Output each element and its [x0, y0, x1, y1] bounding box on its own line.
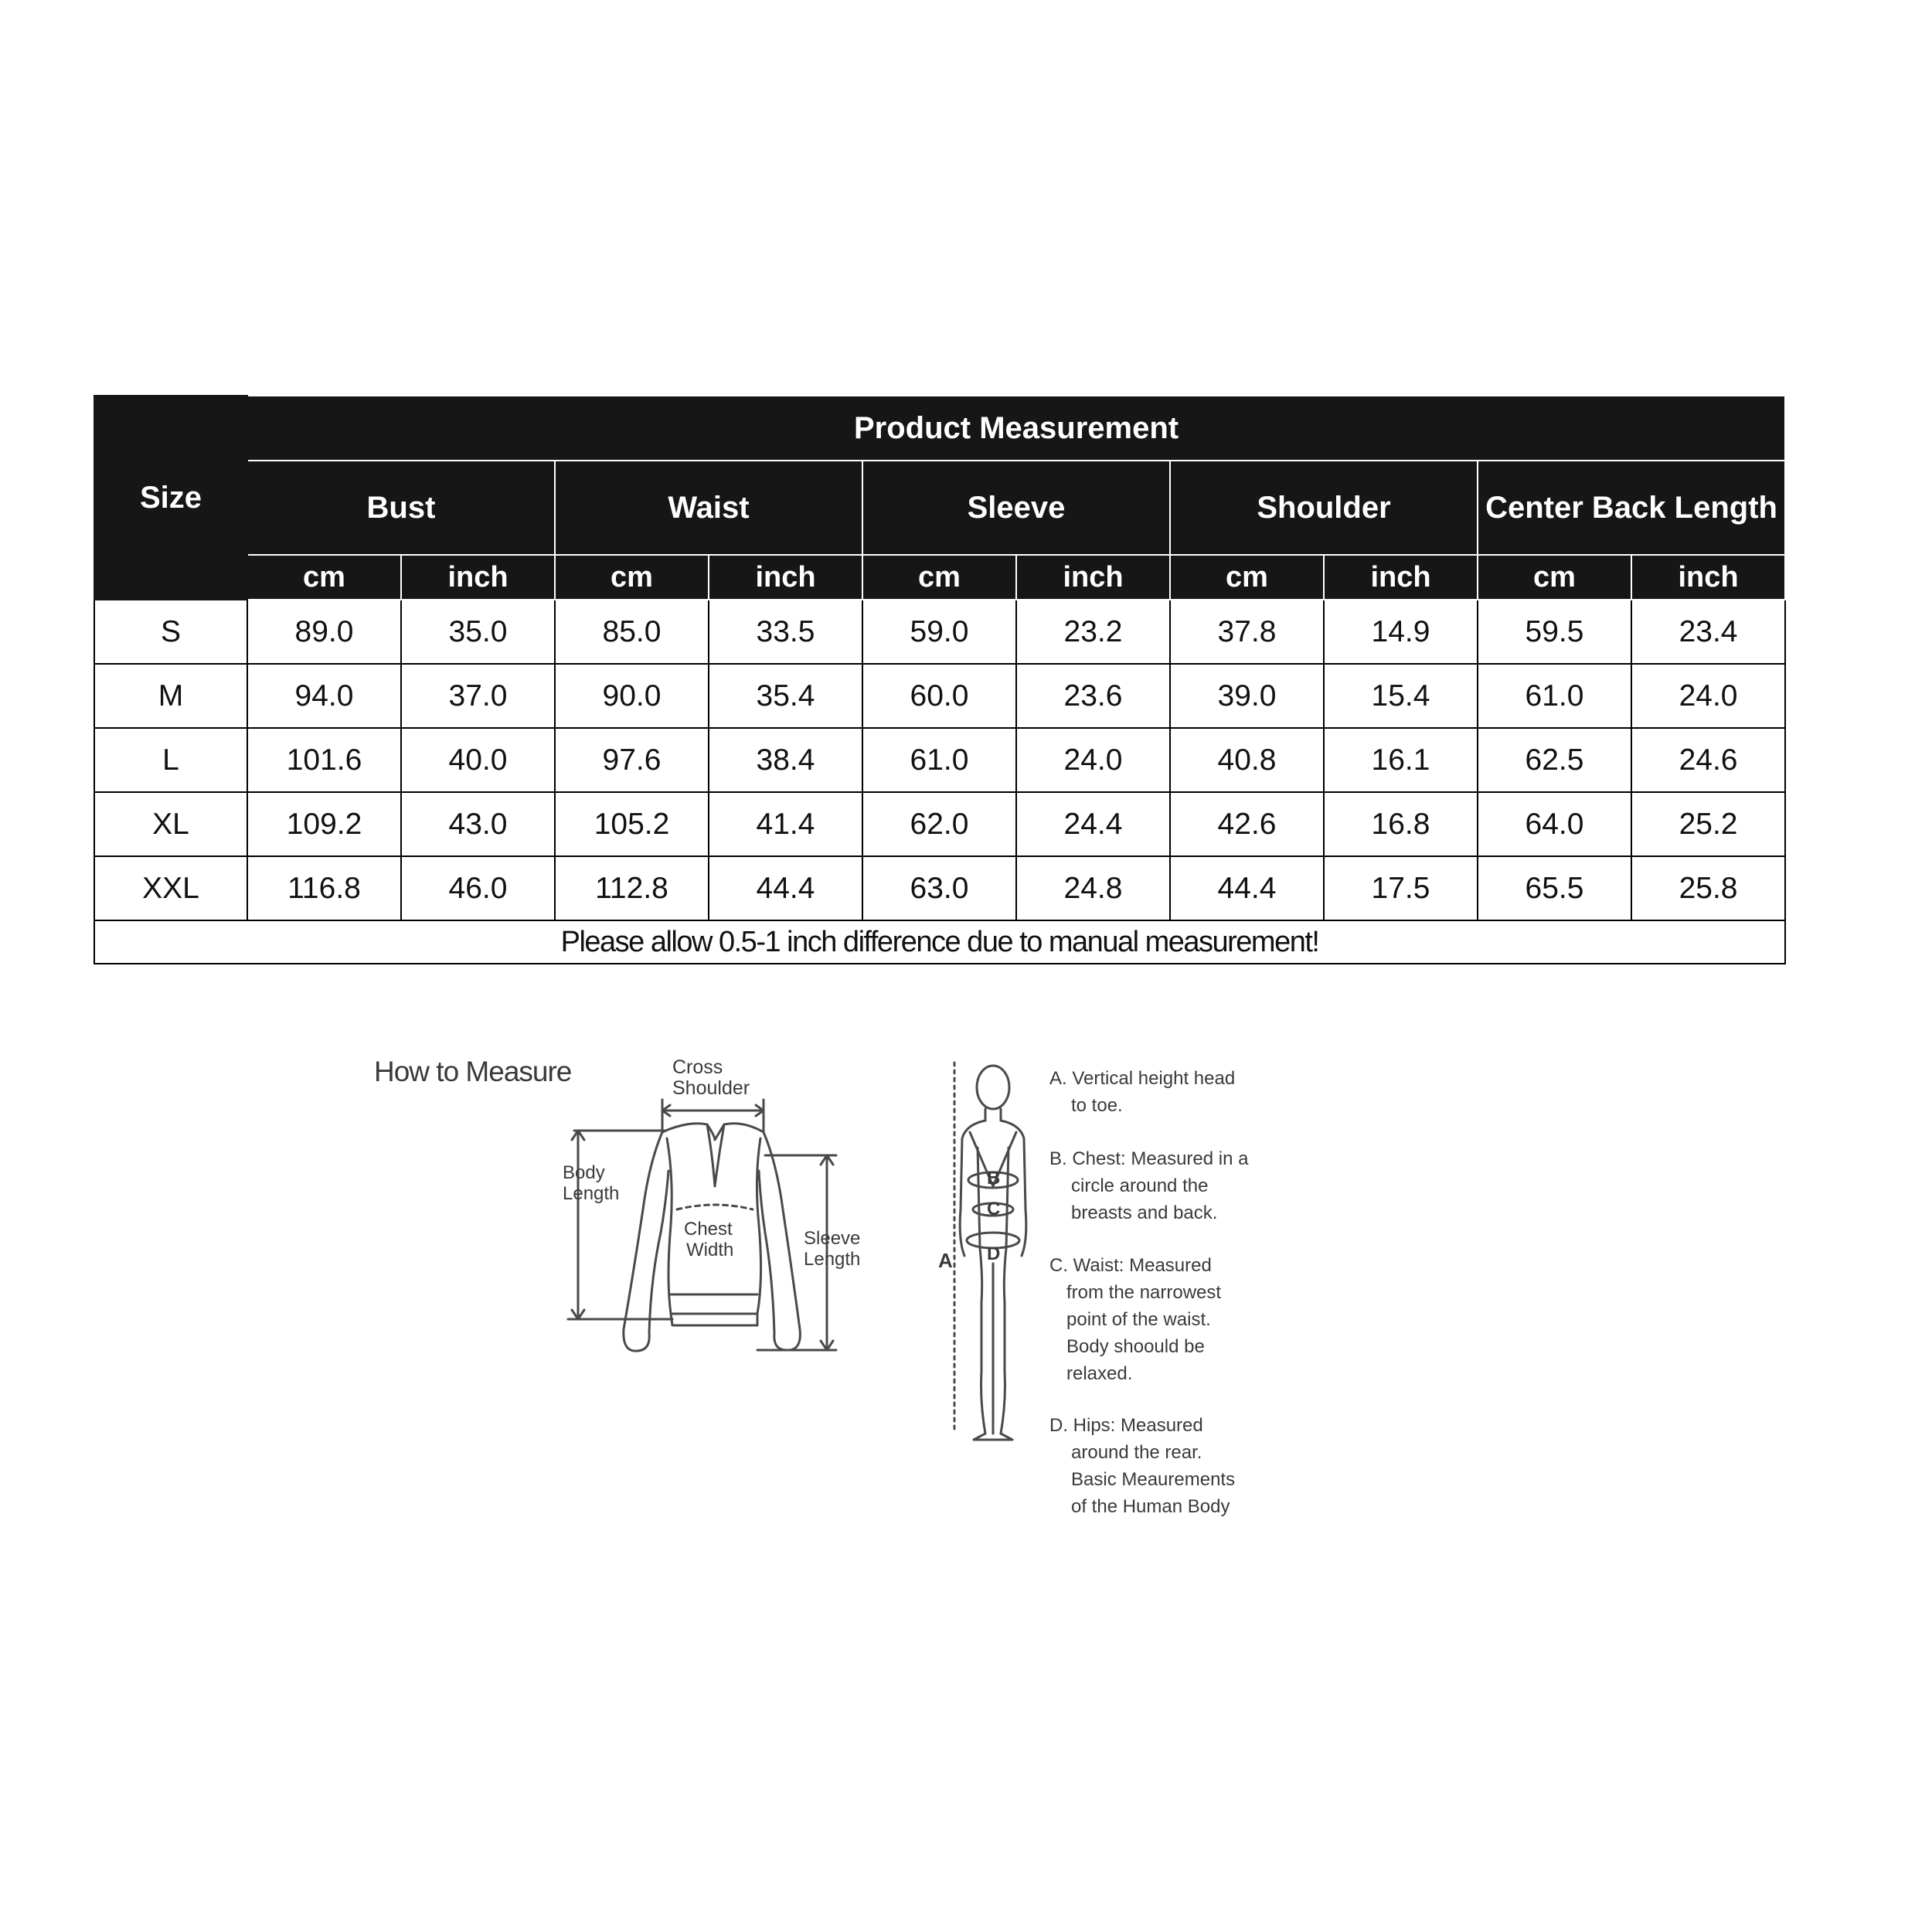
unit-header: inch [1016, 555, 1170, 600]
table-cell: 105.2 [555, 792, 709, 856]
desc-b-line: breasts and back. [1071, 1202, 1218, 1223]
desc-b-line: B. Chest: Measured in a [1049, 1148, 1249, 1169]
desc-a-line: A. Vertical height head [1049, 1068, 1236, 1089]
table-cell: 24.0 [1631, 664, 1785, 728]
table-row [94, 600, 1785, 664]
cross-shoulder-label: Cross [672, 1056, 723, 1078]
table-cell: 90.0 [555, 664, 709, 728]
desc-a-line: to toe. [1071, 1095, 1123, 1116]
how-to-measure-title: How to Measure [374, 1056, 572, 1087]
table-cell: 35.0 [401, 600, 555, 664]
size-cell: S [94, 600, 247, 664]
body-marker-c: C [987, 1199, 1001, 1219]
table-cell: 25.8 [1631, 856, 1785, 920]
table-row [94, 664, 1785, 728]
size-cell: XXL [94, 856, 247, 920]
shoulder-header: Shoulder [1170, 461, 1478, 555]
table-cell: 23.6 [1016, 664, 1170, 728]
table-cell: 60.0 [862, 664, 1016, 728]
waist-header: Waist [555, 461, 862, 555]
unit-header: cm [1170, 555, 1324, 600]
size-column-header: Size [94, 396, 247, 600]
unit-header: inch [1631, 555, 1785, 600]
body-marker-b: B [987, 1168, 1001, 1189]
table-cell: 44.4 [709, 856, 862, 920]
cross-shoulder-label: Shoulder [672, 1077, 750, 1099]
desc-c-line: Body shoould be [1066, 1336, 1205, 1357]
desc-d-line: around the rear. [1071, 1442, 1202, 1463]
bust-header: Bust [247, 461, 555, 555]
table-cell: 46.0 [401, 856, 555, 920]
unit-header: cm [1478, 555, 1631, 600]
how-to-measure-figure [363, 1047, 1275, 1526]
chest-width-label: Chest [684, 1219, 733, 1240]
table-row [94, 792, 1785, 856]
table-cell: 109.2 [247, 792, 401, 856]
unit-header: inch [401, 555, 555, 600]
body-length-label: Length [563, 1183, 620, 1204]
sleeve-length-label: Sleeve [804, 1228, 861, 1249]
table-cell: 15.4 [1324, 664, 1478, 728]
note-row [94, 920, 1785, 964]
table-cell: 37.0 [401, 664, 555, 728]
table-cell: 17.5 [1324, 856, 1478, 920]
center-back-length-header: Center Back Length [1478, 461, 1785, 555]
table-cell: 35.4 [709, 664, 862, 728]
table-cell: 37.8 [1170, 600, 1324, 664]
size-chart-table [94, 395, 1786, 964]
table-cell: 24.8 [1016, 856, 1170, 920]
table-cell: 44.4 [1170, 856, 1324, 920]
desc-d-line: Basic Meaurements [1071, 1469, 1236, 1490]
table-cell: 63.0 [862, 856, 1016, 920]
table-cell: 16.8 [1324, 792, 1478, 856]
table-cell: 59.0 [862, 600, 1016, 664]
table-cell: 24.6 [1631, 728, 1785, 792]
table-cell: 33.5 [709, 600, 862, 664]
table-cell: 16.1 [1324, 728, 1478, 792]
table-cell: 112.8 [555, 856, 709, 920]
body-marker-d: D [987, 1243, 1001, 1264]
table-cell: 38.4 [709, 728, 862, 792]
measure-descriptions [1049, 1068, 1249, 1517]
sleeve-header: Sleeve [862, 461, 1170, 555]
table-cell: 85.0 [555, 600, 709, 664]
desc-c-line: point of the waist. [1066, 1309, 1211, 1330]
size-cell: L [94, 728, 247, 792]
desc-d-line: D. Hips: Measured [1049, 1415, 1203, 1436]
desc-c-line: from the narrowest [1066, 1282, 1222, 1303]
table-cell: 64.0 [1478, 792, 1631, 856]
product-measurement-header: Product Measurement [247, 396, 1785, 461]
table-cell: 25.2 [1631, 792, 1785, 856]
desc-b-line: circle around the [1071, 1175, 1209, 1196]
table-cell: 61.0 [1478, 664, 1631, 728]
table-cell: 97.6 [555, 728, 709, 792]
body-length-label: Body [563, 1162, 605, 1183]
table-cell: 43.0 [401, 792, 555, 856]
unit-header: cm [862, 555, 1016, 600]
body-marker-a: A [938, 1249, 953, 1272]
table-cell: 89.0 [247, 600, 401, 664]
table-cell: 40.0 [401, 728, 555, 792]
size-cell: M [94, 664, 247, 728]
table-cell: 94.0 [247, 664, 401, 728]
table-cell: 62.5 [1478, 728, 1631, 792]
table-cell: 101.6 [247, 728, 401, 792]
table-cell: 23.4 [1631, 600, 1785, 664]
table-cell: 39.0 [1170, 664, 1324, 728]
table-cell: 23.2 [1016, 600, 1170, 664]
table-cell: 24.0 [1016, 728, 1170, 792]
table-cell: 42.6 [1170, 792, 1324, 856]
table-cell: 59.5 [1478, 600, 1631, 664]
desc-c-line: C. Waist: Measured [1049, 1255, 1212, 1276]
table-cell: 65.5 [1478, 856, 1631, 920]
table-cell: 62.0 [862, 792, 1016, 856]
unit-header: cm [555, 555, 709, 600]
unit-header: cm [247, 555, 401, 600]
desc-d-line: of the Human Body [1071, 1496, 1230, 1517]
table-cell: 41.4 [709, 792, 862, 856]
table-row [94, 728, 1785, 792]
measurement-note: Please allow 0.5-1 inch difference due to manual measurement! [94, 920, 1785, 964]
table-cell: 116.8 [247, 856, 401, 920]
table-cell: 61.0 [862, 728, 1016, 792]
table-cell: 14.9 [1324, 600, 1478, 664]
size-cell: XL [94, 792, 247, 856]
unit-header: inch [709, 555, 862, 600]
sleeve-length-label: Length [804, 1249, 861, 1270]
unit-header: inch [1324, 555, 1478, 600]
chest-width-label: Width [686, 1240, 734, 1260]
desc-c-line: relaxed. [1066, 1363, 1133, 1384]
table-row [94, 856, 1785, 920]
table-cell: 24.4 [1016, 792, 1170, 856]
table-cell: 40.8 [1170, 728, 1324, 792]
